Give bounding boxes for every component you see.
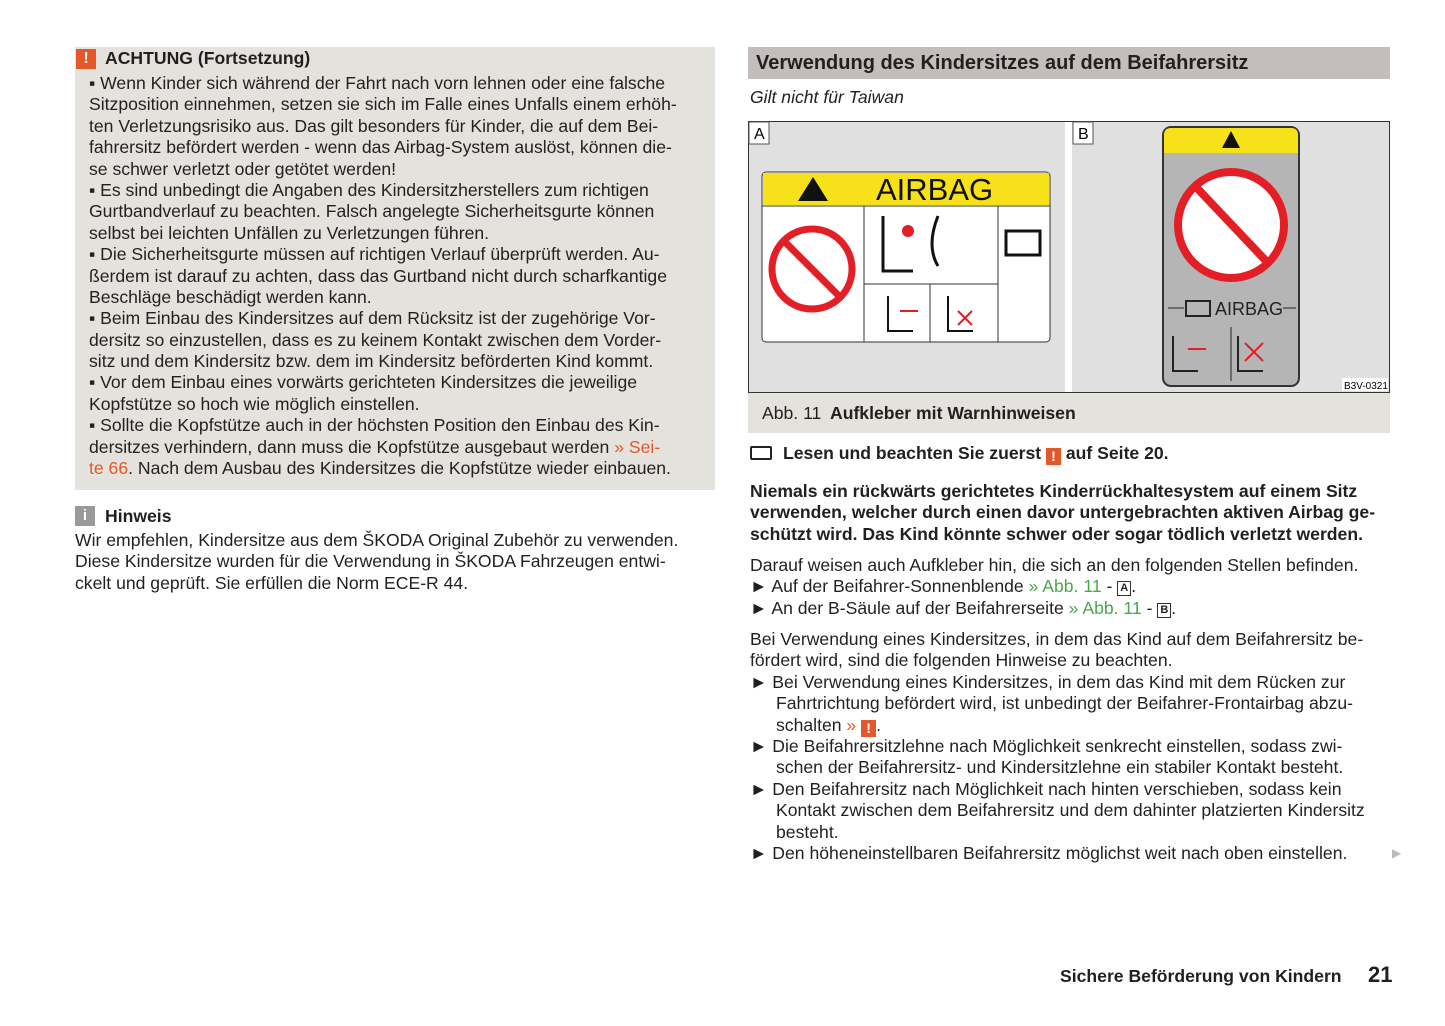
cross-reference-link[interactable]: » Abb. 11	[1028, 576, 1102, 597]
text-segment: sitz und dem Kindersitz bzw. dem im Kindersitz beförderten Kind kommt.	[89, 351, 654, 372]
note-text	[75, 530, 678, 594]
text-segment: .	[1131, 576, 1137, 597]
text-segment: Bei Verwendung eines Kindersitzes, in dem das Kind auf dem Beifahrersitz be-	[750, 629, 1364, 649]
text-segment: auf Seite 20.	[1061, 443, 1169, 463]
warning-exclamation-icon: !	[76, 49, 96, 69]
text-line	[89, 308, 677, 329]
text-segment: ▪ Die Sicherheitsgurte müssen auf richtigen Verlauf überprüft werden. Au-	[89, 244, 660, 265]
text-line	[89, 394, 677, 415]
info-icon: i	[75, 506, 95, 526]
sticker-a-text: AIRBAG	[876, 172, 994, 207]
text-line	[750, 693, 1365, 714]
figure-panel-ref: A	[1117, 581, 1131, 596]
text-line	[750, 524, 1375, 545]
page-number: 21	[1368, 962, 1393, 987]
text-segment: Wir empfehlen, Kindersitze aus dem ŠKODA Original Zubehör zu verwenden.	[75, 530, 679, 550]
text-line	[89, 330, 677, 351]
text-segment: ► An der B-Säule auf der Beifahrerseite	[750, 597, 1069, 618]
text-segment: fördert wird, sind die folgenden Hinweise zu beachten.	[750, 650, 1173, 671]
text-segment: Beschläge beschädigt werden kann.	[89, 286, 372, 307]
text-line	[750, 672, 1365, 693]
text-line	[750, 736, 1365, 757]
text-segment: . Nach dem Ausbau des Kindersitzes die Kopfstütze wieder einbauen.	[128, 458, 671, 479]
text-segment: ▪ Es sind unbedingt die Angaben des Kindersitzherstellers zum richtigen	[89, 179, 649, 200]
text-line	[89, 458, 677, 479]
triangle-right-icon: ▶	[1392, 846, 1402, 860]
text-line	[89, 244, 677, 265]
figure-caption	[748, 393, 1390, 433]
text-line	[89, 437, 677, 458]
text-segment: Lesen und beachten Sie zuerst	[783, 443, 1046, 463]
text-line	[89, 351, 677, 372]
text-segment: -	[1141, 597, 1158, 618]
text-segment: ▪ Sollte die Kopfstütze auch in der höchsten Position den Einbau des Kin-	[89, 415, 660, 436]
text-segment: selbst bei leichten Unfällen zu Verletzungen führen.	[89, 222, 490, 243]
text-segment: dersitzes verhindern, dann muss die Kopfstütze ausgebaut werden	[89, 436, 615, 457]
text-segment: schalten	[776, 714, 847, 735]
text-line	[750, 843, 1365, 864]
cross-reference-link[interactable]: » Abb. 11	[1068, 597, 1142, 618]
read-first-line	[783, 443, 1169, 465]
text-line	[89, 415, 677, 436]
text-segment: se schwer verletzt oder getötet werden!	[89, 158, 397, 179]
text-segment: ► Auf der Beifahrer-Sonnenblende	[750, 576, 1029, 597]
text-segment: fahrersitz befördert werden - wenn das Airbag-System auslöst, können die-	[89, 137, 672, 158]
text-line	[89, 223, 677, 244]
text-line	[750, 800, 1365, 821]
text-segment: ckelt und geprüft. Sie erfüllen die Norm ECE-R 44.	[75, 572, 469, 593]
text-line	[89, 372, 677, 393]
warning-badge-icon: !	[861, 720, 876, 737]
text-segment: ► Die Beifahrersitzlehne nach Möglichkeit senkrecht einstellen, sodass zwi-	[750, 735, 1343, 756]
sticker-locations	[750, 555, 1358, 619]
text-segment: .	[876, 714, 881, 735]
cross-reference-link[interactable]: te 66	[89, 458, 129, 479]
text-segment: ▪ Beim Einbau des Kindersitzes auf dem Rücksitz ist der zugehörige Vor-	[89, 308, 656, 329]
text-segment: -	[1101, 576, 1118, 597]
text-line	[750, 481, 1375, 502]
text-segment: ► Bei Verwendung eines Kindersitzes, in dem das Kind mit dem Rücken zur	[750, 671, 1346, 692]
text-line	[75, 530, 678, 551]
figure-warning-stickers	[748, 121, 1390, 393]
text-line	[89, 137, 677, 158]
text-segment: ten Verletzungsrisiko aus. Das gilt besonders für Kinder, die auf dem Bei-	[89, 115, 659, 136]
text-segment: ▪ Vor dem Einbau eines vorwärts gerichteten Kindersitzes die jeweilige	[89, 372, 638, 393]
caption-text: Aufkleber mit Warnhinweisen	[830, 403, 1076, 423]
warning-title: ACHTUNG (Fortsetzung)	[105, 48, 311, 68]
note-title: Hinweis	[105, 506, 172, 526]
figure-code: B3V-0321	[1344, 381, 1388, 392]
text-segment: ▪ Wenn Kinder sich während der Fahrt nach vorn lehnen oder eine falsche	[89, 73, 666, 93]
text-segment: verwenden, welcher durch einen davor untergebrachten aktiven Airbag ge-	[750, 502, 1376, 523]
text-segment: schützt wird. Das Kind könnte schwer oder sogar tödlich verletzt werden.	[750, 523, 1363, 544]
text-line	[89, 116, 677, 137]
text-segment: Gurtbandverlauf zu beachten. Falsch angelegte Sicherheitsgurte können	[89, 201, 655, 222]
text-segment: ► Den höheneinstellbaren Beifahrersitz möglichst weit nach oben einstellen.	[750, 842, 1348, 863]
section-heading: Verwendung des Kindersitzes auf dem Beifahrersitz	[756, 52, 1249, 74]
text-line	[750, 598, 1358, 619]
cross-reference-link[interactable]: » Sei-	[614, 436, 661, 457]
text-line	[750, 502, 1375, 523]
text-segment: dersitz so einzustellen, dass es zu keinem Kontakt zwischen dem Vorder-	[89, 329, 662, 350]
text-segment: besteht.	[776, 821, 839, 842]
text-segment: schen der Beifahrersitz- und Kindersitzlehne ein stabiler Kontakt besteht.	[776, 757, 1344, 778]
text-segment: ► Den Beifahrersitz nach Möglichkeit nach hinten verschieben, sodass kein	[750, 778, 1342, 799]
section-heading-bar	[748, 47, 1390, 79]
sticker-a	[762, 172, 1050, 342]
text-line	[750, 822, 1365, 843]
figure-panel-ref: B	[1157, 603, 1171, 618]
warning-badge-icon: !	[1046, 448, 1061, 465]
caption-number: Abb. 11	[762, 403, 822, 423]
text-line	[89, 94, 677, 115]
panel-b-label: B	[1078, 126, 1089, 143]
text-line	[750, 715, 1365, 736]
sticker-b	[1163, 127, 1299, 386]
text-segment: Niemals ein rückwärts gerichtetes Kinderrückhaltesystem auf einem Sitz	[750, 481, 1358, 501]
airbag-warning-text	[750, 481, 1375, 545]
text-line	[750, 576, 1358, 597]
text-line	[89, 266, 677, 287]
text-line	[75, 551, 678, 572]
subtitle: Gilt nicht für Taiwan	[750, 87, 904, 107]
text-line	[750, 555, 1358, 576]
text-segment: Kontakt zwischen dem Beifahrersitz und dem dahinter platzierten Kindersitz	[776, 800, 1365, 821]
text-line	[89, 159, 677, 180]
text-line	[89, 201, 677, 222]
instructions	[750, 629, 1365, 864]
text-line	[89, 287, 677, 308]
sticker-b-text: AIRBAG	[1215, 299, 1284, 319]
text-segment: Fahrtrichtung befördert wird, ist unbedingt der Beifahrer-Frontairbag abzu-	[776, 693, 1353, 714]
text-line	[750, 757, 1365, 778]
warning-text	[89, 73, 677, 479]
text-segment: Diese Kindersitze wurden für die Verwendung in ŠKODA Fahrzeugen entwi-	[75, 551, 666, 572]
cross-reference-link[interactable]: »	[846, 714, 862, 735]
text-line	[750, 650, 1365, 671]
panel-a-label: A	[754, 126, 765, 143]
text-line	[750, 779, 1365, 800]
text-segment: Kopfstütze so hoch wie möglich einstellen.	[89, 393, 420, 414]
text-line	[75, 573, 678, 594]
text-line	[750, 629, 1365, 650]
footer-section: Sichere Beförderung von Kindern	[1060, 966, 1342, 986]
text-segment: ßerdem ist darauf zu achten, dass das Gurtband nicht durch scharfkantige	[89, 265, 667, 286]
manual-book-icon	[750, 446, 772, 460]
text-segment: Sitzposition einnehmen, setzen sie sich im Falle eines Unfalls einem erhöh-	[89, 94, 677, 115]
text-line	[89, 73, 677, 94]
text-line	[89, 180, 677, 201]
text-segment: .	[1171, 597, 1177, 618]
text-segment: Darauf weisen auch Aufkleber hin, die sich an den folgenden Stellen befinden.	[750, 555, 1359, 575]
